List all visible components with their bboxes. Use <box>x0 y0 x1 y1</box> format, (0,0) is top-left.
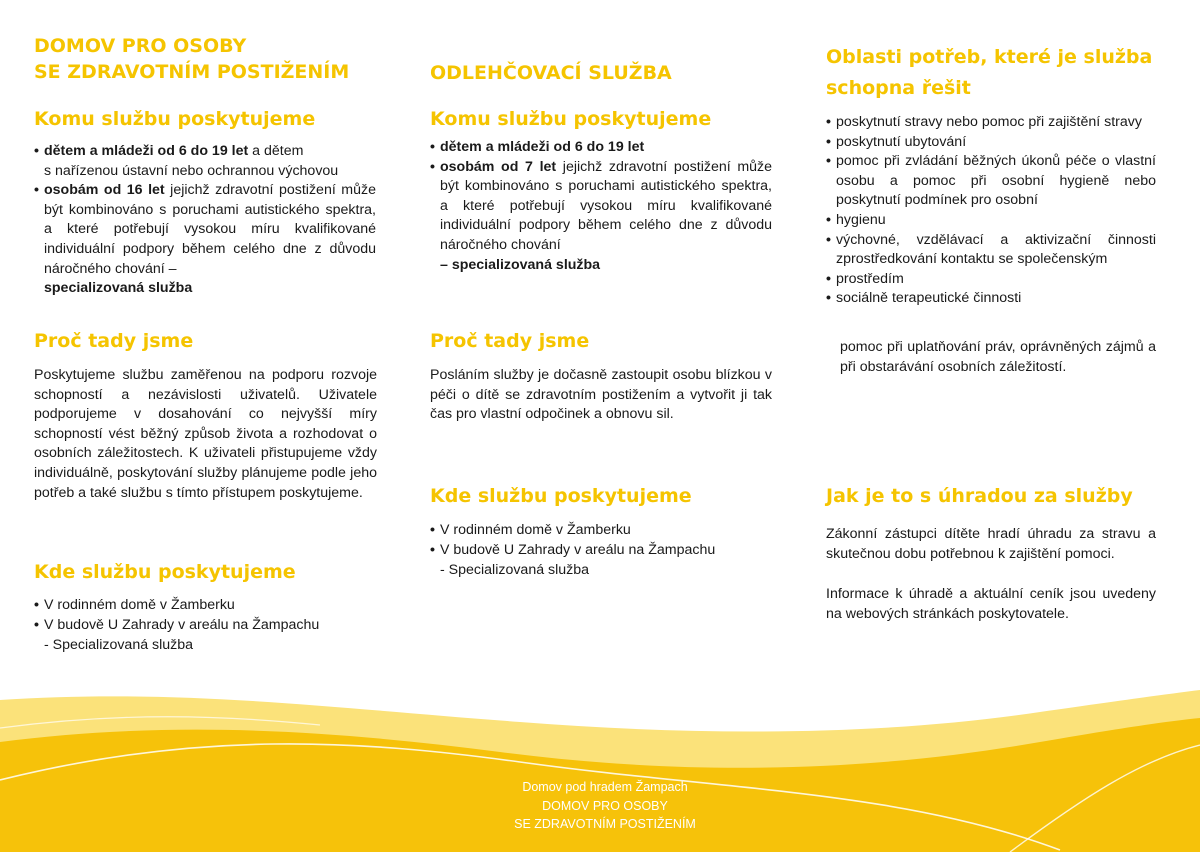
col3-uhrada-heading: Jak je to s úhradou za služby <box>826 485 1133 507</box>
col3-uhrada-text1: Zákonní zástupci dítěte hradí úhradu za stravu a skutečnou dobu potřebnou k zajištění pomoci. <box>826 526 1156 562</box>
footer-provider <box>455 778 755 834</box>
column3-title: Oblasti potřeb, které je služba schopna řešit <box>826 46 1153 99</box>
col1-proc-heading: Proč tady jsme <box>34 330 194 352</box>
footer-line3: SE ZDRAVOTNÍM POSTIŽENÍM <box>514 817 696 831</box>
col2-komu-heading: Komu službu poskytujeme <box>430 108 712 130</box>
col2-proc-text: Posláním služby je dočasně zastoupit osobu blízkou v péči o dítě se zdravotním postižením a vytvořit ji tak čas pro vlastní odpočinek a obnovu sil. <box>430 367 772 423</box>
col2-proc-heading: Proč tady jsme <box>430 330 590 352</box>
col1-kde-note: - Specializovaná služba <box>44 637 194 653</box>
col3-needs-list <box>826 113 1156 309</box>
list-item: • sociálně terapeutické činnosti <box>826 289 1156 309</box>
list-item: • dětem a mládeži od 6 do 19 let a dětem s nařízenou ústavní nebo ochrannou výchovou <box>34 142 376 181</box>
col2-komu-list <box>430 138 772 275</box>
list-item: • osobám od 7 let jejichž zdravotní postižení může být kombinováno s poruchami autistického spektra, a které potřebují vysokou míru kvalifikované individuální podpory během celého dne z důvodu náročného chování – specializovaná služba <box>430 158 772 276</box>
list-item: • V budově U Zahrady v areálu na Žampachu <box>34 616 379 636</box>
col1-proc-text: Poskytujeme službu zaměřenou na podporu rozvoje schopností a nezávislosti uživatelů. Uživatele podporujeme v dosahování co nejvyšší míry schopností vést běžný způsob života a rozhodovat o osobních záležitostech. K uživateli přistupujeme vždy individuálně, poskytování služby plánujeme podle jeho potřeb a také službu s tímto přístupem poskytujeme. <box>34 367 377 501</box>
list-item: • V budově U Zahrady v areálu na Žampachu <box>430 541 775 561</box>
col2-kde-heading: Kde službu poskytujeme <box>430 485 692 507</box>
list-item: • V rodinném domě v Žamberku <box>34 596 379 616</box>
list-item: • poskytnutí stravy nebo pomoc při zajištění stravy <box>826 113 1156 133</box>
column2-title: ODLEHČOVACÍ SLUŽBA <box>430 62 672 84</box>
list-item: • hygienu <box>826 211 1156 231</box>
footer-line2: DOMOV PRO OSOBY <box>542 798 668 813</box>
col1-komu-heading: Komu službu poskytujeme <box>34 108 316 130</box>
footer-line1: Domov pod hradem Žampach <box>522 780 688 794</box>
list-item: • poskytnutí ubytování <box>826 133 1156 153</box>
col2-kde-list <box>430 521 775 560</box>
list-item: • výchovné, vzdělávací a aktivizační činnosti zprostředkování kontaktu se společenským <box>826 231 1156 270</box>
col3-needs-tail: pomoc při uplatňování práv, oprávněných zájmů a při obstarávání osobních záležitostí. <box>840 339 1156 375</box>
list-item: • osobám od 16 let jejichž zdravotní postižení může být kombinováno s poruchami autistického spektra, a které potřebují vysokou míru kvalifikované individuální podpory během celého dne z důvodu náročného chování – specializovaná služba <box>34 181 376 299</box>
column1-title: DOMOV PRO OSOBY SE ZDRAVOTNÍM POSTIŽENÍM <box>34 35 350 83</box>
list-item: • dětem a mládeži od 6 do 19 let <box>430 138 772 158</box>
col3-uhrada-text2: Informace k úhradě a aktuální ceník jsou uvedeny na webových stránkách poskytovatele. <box>826 586 1156 622</box>
col1-komu-list <box>34 142 376 299</box>
list-item: • prostředím <box>826 270 1156 290</box>
col2-kde-note: - Specializovaná služba <box>440 562 590 578</box>
list-item: • V rodinném domě v Žamberku <box>430 521 775 541</box>
list-item: • pomoc při zvládání běžných úkonů péče o vlastní osobu a pomoc při osobní hygieně nebo poskytnutí podmínek pro osobní <box>826 152 1156 211</box>
col1-kde-list <box>34 596 379 635</box>
col1-kde-heading: Kde službu poskytujeme <box>34 561 296 583</box>
